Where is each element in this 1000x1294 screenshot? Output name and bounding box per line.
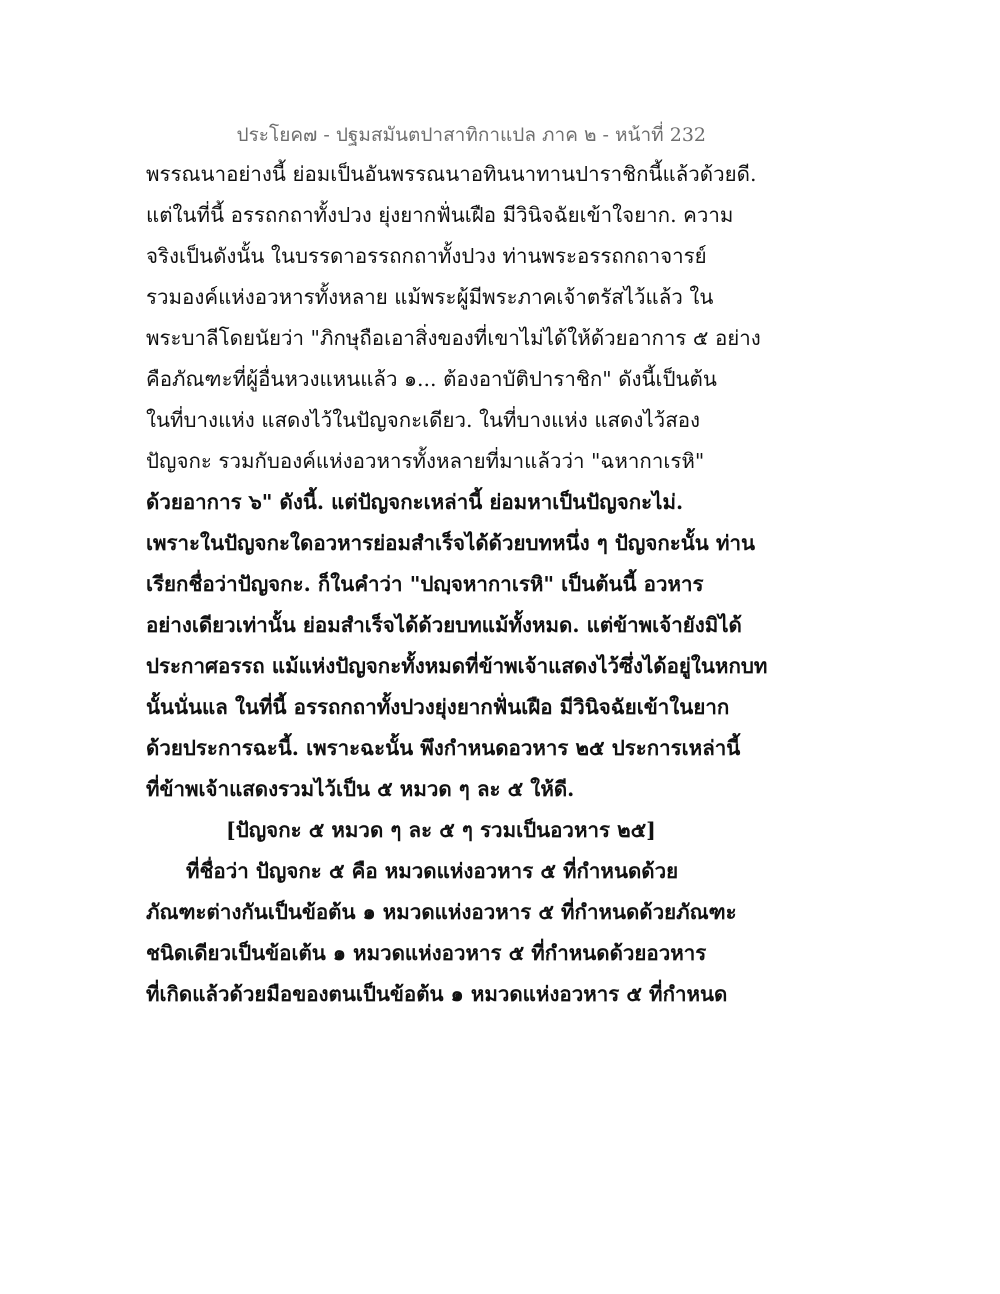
text-line-18: ที่ชื่อว่า ปัญจกะ ๕ คือ หมวดแห่งอวหาร ๕ ที่กำหนดด้วย xyxy=(186,859,679,883)
running-head: ประโยค๗ - ปฐมสมันตปาสาทิกาแปล ภาค ๒ - หน้าที่ 232 xyxy=(236,124,706,146)
text-line-11: เรียกชื่อว่าปัญจกะ. ก็ในคำว่า "ปญฺจหากาเรหิ" เป็นต้นนี้ อวหาร xyxy=(146,572,704,596)
section-heading: [ปัญจกะ ๕ หมวด ๆ ละ ๕ ๆ รวมเป็นอวหาร ๒๕] xyxy=(226,818,656,842)
text-line-3: จริงเป็นดังนั้น ในบรรดาอรรถกถาทั้งปวง ท่านพระอรรถกถาจารย์ xyxy=(146,244,707,268)
text-line-20: ชนิดเดียวเป็นข้อเต้น ๑ หมวดแห่งอวหาร ๕ ที่กำหนดด้วยอวหาร xyxy=(146,941,707,965)
text-line-8: ปัญจกะ รวมกับองค์แห่งอวหารทั้งหลายที่มาแล้วว่า "ฉหากาเรหิ" xyxy=(146,449,705,473)
text-line-4: รวมองค์แห่งอวหารทั้งหลาย แม้พระผู้มีพระภาคเจ้าตรัสไว้แล้ว ใน xyxy=(146,285,714,309)
text-line-10: เพราะในปัญจกะใดอวหารย่อมสำเร็จได้ด้วยบทหนึ่ง ๆ ปัญจกะนั้น ท่าน xyxy=(146,531,755,555)
text-line-12: อย่างเดียวเท่านั้น ย่อมสำเร็จได้ด้วยบทแม้ทั้งหมด. แต่ข้าพเจ้ายังมิได้ xyxy=(146,613,742,637)
body-text xyxy=(146,154,768,1015)
text-line-19: ภัณฑะต่างกันเป็นข้อต้น ๑ หมวดแห่งอวหาร ๕ ที่กำหนดด้วยภัณฑะ xyxy=(146,900,737,924)
text-line-6: คือภัณฑะที่ผู้อื่นหวงแหนแล้ว ๑... ต้องอาบัติปาราชิก" ดังนี้เป็นต้น xyxy=(146,367,717,391)
text-line-5: พระบาลีโดยนัยว่า "ภิกษุถือเอาสิ่งของที่เขาไม่ได้ให้ด้วยอาการ ๕ อย่าง xyxy=(146,326,761,350)
text-line-13: ประกาศอรรถ แม้แห่งปัญจกะทั้งหมดที่ข้าพเจ้าแสดงไว้ซึ่งได้อยู่ในหกบท xyxy=(146,654,768,678)
text-line-7: ในที่บางแห่ง แสดงไว้ในปัญจกะเดียว. ในที่บางแห่ง แสดงไว้สอง xyxy=(146,408,701,432)
text-line-1: พรรณนาอย่างนี้ ย่อมเป็นอันพรรณนาอทินนาทานปาราชิกนี้แล้วด้วยดี. xyxy=(146,162,757,186)
text-line-2: แต่ในที่นี้ อรรถกถาทั้งปวง ยุ่งยากฟั่นเฝือ มีวินิจฉัยเข้าใจยาก. ความ xyxy=(146,203,734,227)
text-line-15: ด้วยประการฉะนี้. เพราะฉะนั้น พึงกำหนดอวหาร ๒๕ ประการเหล่านี้ xyxy=(146,736,741,760)
text-line-21: ที่เกิดแล้วด้วยมือของตนเป็นข้อต้น ๑ หมวดแห่งอวหาร ๕ ที่กำหนด xyxy=(146,982,728,1006)
text-line-14: นั้นนั่นแล ในที่นี้ อรรถกถาทั้งปวงยุ่งยากฟั่นเฝือ มีวินิจฉัยเข้าในยาก xyxy=(146,695,730,719)
text-line-9: ด้วยอาการ ๖" ดังนี้. แต่ปัญจกะเหล่านี้ ย่อมหาเป็นปัญจกะไม่. xyxy=(146,490,684,514)
text-line-16: ที่ข้าพเจ้าแสดงรวมไว้เป็น ๕ หมวด ๆ ละ ๕ ให้ดี. xyxy=(146,777,575,801)
